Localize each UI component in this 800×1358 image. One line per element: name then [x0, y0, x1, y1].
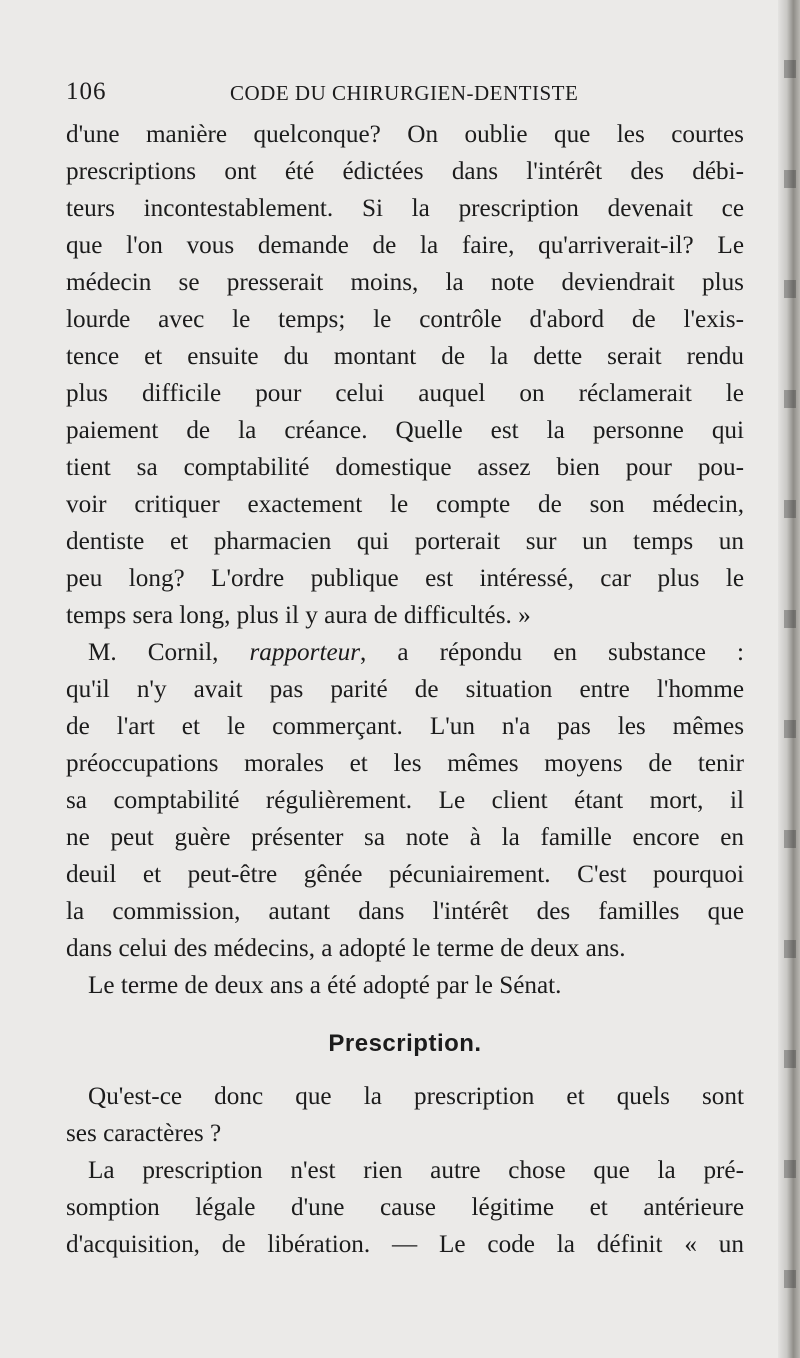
text-line: deuil et peut-être gênée pécuniairement. C'est pourquoi	[66, 861, 744, 888]
text-line: d'une manière quelconque? On oublie que les courtes	[66, 121, 744, 148]
text-line: dans celui des médecins, a adopté le terme de deux ans.	[66, 935, 626, 962]
speaker-role: rapporteur	[249, 639, 361, 666]
text-line: La prescription n'est rien autre chose que la pré-	[88, 1157, 744, 1184]
paragraph-4	[66, 1078, 744, 1152]
paragraph-2	[66, 634, 744, 967]
text-line: somption légale d'une cause légitime et antérieure	[66, 1194, 744, 1221]
page-number: 106	[66, 78, 107, 105]
text-line: de l'art et le commerçant. L'un n'a pas les mêmes	[66, 713, 744, 740]
text-line: sa comptabilité régulièrement. Le client étant mort, il	[66, 787, 744, 814]
text-line: la commission, autant dans l'intérêt des familles que	[66, 898, 744, 925]
text-line: voir critiquer exactement le compte de son médecin,	[66, 491, 744, 518]
text-line: paiement de la créance. Quelle est la personne qui	[66, 417, 744, 444]
text-line	[66, 634, 744, 671]
body-text	[66, 116, 744, 1263]
speaker-name: M. Cornil,	[88, 639, 250, 666]
text-line: qu'il n'y avait pas parité de situation entre l'homme	[66, 676, 744, 703]
paragraph-3	[66, 967, 744, 1004]
text-line: Qu'est-ce donc que la prescription et quels sont	[88, 1083, 744, 1110]
text-line: tence et ensuite du montant de la dette serait rendu	[66, 343, 744, 370]
text-line: plus difficile pour celui auquel on réclamerait le	[66, 380, 744, 407]
text-line: temps sera long, plus il y aura de difficultés. »	[66, 602, 531, 629]
text-line: dentiste et pharmacien qui porterait sur un temps un	[66, 528, 744, 555]
text-line: tient sa comptabilité domestique assez bien pour pou-	[66, 454, 744, 481]
text-line: ne peut guère présenter sa note à la famille encore en	[66, 824, 744, 851]
page-header	[66, 78, 656, 108]
text-line: lourde avec le temps; le contrôle d'abord de l'exis-	[66, 306, 744, 333]
text-line: peu long? L'ordre publique est intéressé, car plus le	[66, 565, 744, 592]
text-line: ses caractères ?	[66, 1120, 222, 1147]
text-line: prescriptions ont été édictées dans l'intérêt des débi-	[66, 158, 744, 185]
paragraph-1	[66, 116, 744, 634]
text-line: préoccupations morales et les mêmes moyens de tenir	[66, 750, 744, 777]
text-line: d'acquisition, de libération. — Le code la définit « un	[66, 1231, 744, 1258]
text-line: que l'on vous demande de la faire, qu'arriverait-il? Le	[66, 232, 744, 259]
paragraph-5	[66, 1152, 744, 1263]
text-fragment: , a répondu en substance :	[360, 639, 744, 666]
section-heading: Prescription.	[328, 1030, 482, 1057]
running-title: CODE DU CHIRURGIEN-DENTISTE	[230, 81, 579, 105]
text-line: teurs incontestablement. Si la prescription devenait ce	[66, 195, 744, 222]
page-edge-stains	[784, 0, 796, 1358]
text-line: Le terme de deux ans a été adopté par le Sénat.	[88, 972, 562, 999]
text-line: médecin se presserait moins, la note deviendrait plus	[66, 269, 744, 296]
